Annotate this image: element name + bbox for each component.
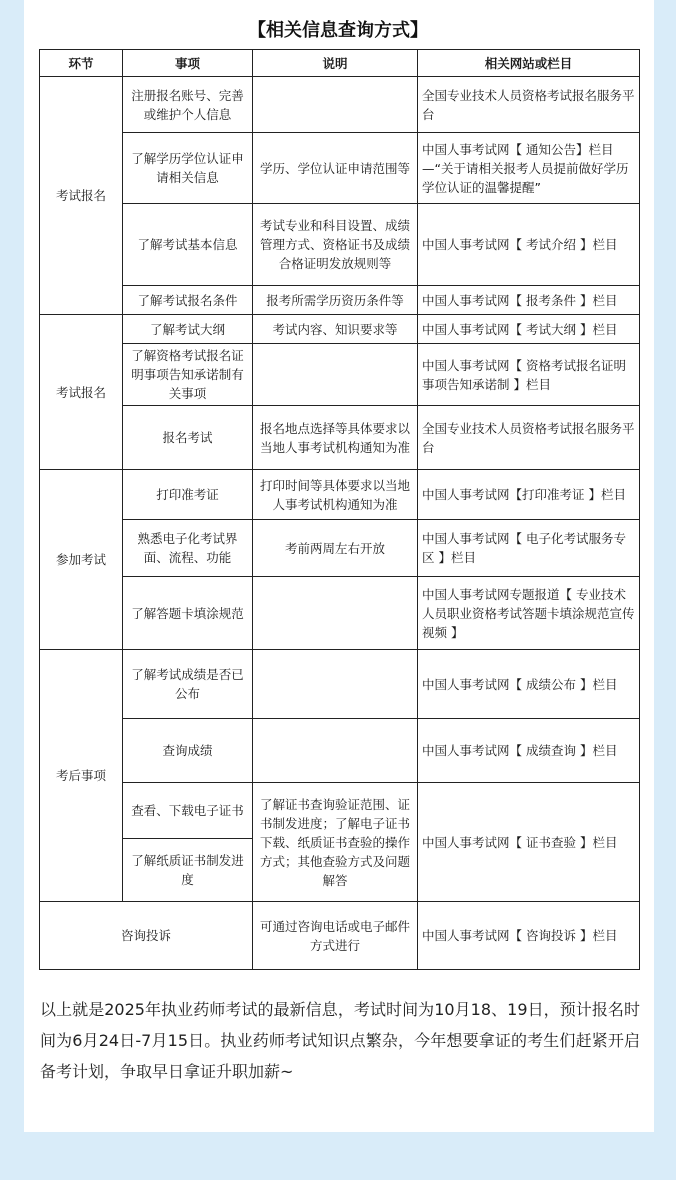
table-row <box>40 344 640 406</box>
table-row <box>40 77 640 133</box>
item-cell: 熟悉电子化考试界面、流程、功能 <box>123 520 253 577</box>
table-row <box>40 577 640 650</box>
section-title: 【相关信息查询方式】 <box>248 20 428 41</box>
site-cell: 中国人事考试网【 资格考试报名证明事项告知承诺制 】栏目 <box>418 344 640 406</box>
item-cell: 查看、下载电子证书 <box>123 783 253 839</box>
table-header-row <box>40 50 640 77</box>
table-row <box>40 204 640 286</box>
table-row <box>40 286 640 315</box>
desc-cell: 学历、学位认证申请范围等 <box>253 133 418 204</box>
item-cell: 了解考试大纲 <box>123 315 253 344</box>
site-cell: 中国人事考试网【 考试介绍 】栏目 <box>418 204 640 286</box>
item-cell: 了解纸质证书制发进度 <box>123 839 253 902</box>
stage-cell: 考后事项 <box>40 650 123 902</box>
item-cell: 了解答题卡填涂规范 <box>123 577 253 650</box>
table-row <box>40 315 640 344</box>
desc-cell: 考试内容、知识要求等 <box>253 315 418 344</box>
table-row <box>40 650 640 719</box>
stage-cell: 咨询投诉 <box>40 902 253 970</box>
table-row <box>40 133 640 204</box>
site-cell: 中国人事考试网【打印准考证 】栏目 <box>418 470 640 520</box>
stage-cell: 参加考试 <box>40 470 123 650</box>
desc-cell: 了解证书查询验证范围、证书制发进度；了解电子证书下载、纸质证书查验的操作方式；其他查验方式及问题解答 <box>253 783 418 902</box>
item-cell: 查询成绩 <box>123 719 253 783</box>
item-cell: 了解学历学位认证申请相关信息 <box>123 133 253 204</box>
item-cell: 打印准考证 <box>123 470 253 520</box>
desc-cell: 考试专业和科目设置、成绩管理方式、资格证书及成绩合格证明发放规则等 <box>253 204 418 286</box>
item-cell: 报名考试 <box>123 406 253 470</box>
table-row <box>40 719 640 783</box>
item-cell: 了解资格考试报名证明事项告知承诺制有关事项 <box>123 344 253 406</box>
table-row <box>40 520 640 577</box>
item-cell: 了解考试报名条件 <box>123 286 253 315</box>
header-stage: 环节 <box>40 50 123 77</box>
desc-cell: 打印时间等具体要求以当地人事考试机构通知为准 <box>253 470 418 520</box>
item-cell: 注册报名账号、完善或维护个人信息 <box>123 77 253 133</box>
desc-cell <box>253 719 418 783</box>
stage-cell: 考试报名 <box>40 77 123 315</box>
item-cell: 了解考试成绩是否已公布 <box>123 650 253 719</box>
site-cell: 中国人事考试网专题报道【 专业技术人员职业资格考试答题卡填涂规范宣传视频 】 <box>418 577 640 650</box>
desc-cell: 报考所需学历资历条件等 <box>253 286 418 315</box>
site-cell: 中国人事考试网【 电子化考试服务专区 】栏目 <box>418 520 640 577</box>
site-cell: 中国人事考试网【 成绩查询 】栏目 <box>418 719 640 783</box>
desc-cell: 报名地点选择等具体要求以当地人事考试机构通知为准 <box>253 406 418 470</box>
table-row <box>40 406 640 470</box>
table-row <box>40 470 640 520</box>
site-cell: 中国人事考试网【 报考条件 】栏目 <box>418 286 640 315</box>
summary-paragraph: 以上就是2025年执业药师考试的最新信息，考试时间为10月18、19日，预计报名时间为6月24日-7月15日。执业药师考试知识点繁杂，今年想要拿证的考生们赶紧开启备考计划，争取早日拿证升职加薪~ <box>40 1000 640 1081</box>
desc-cell: 可通过咨询电话或电子邮件方式进行 <box>253 902 418 970</box>
desc-cell <box>253 577 418 650</box>
site-cell: 中国人事考试网【 成绩公布 】栏目 <box>418 650 640 719</box>
desc-cell <box>253 650 418 719</box>
stage-cell: 考试报名 <box>40 315 123 470</box>
header-desc: 说明 <box>253 50 418 77</box>
site-cell: 全国专业技术人员资格考试报名服务平台 <box>418 406 640 470</box>
header-site: 相关网站或栏目 <box>418 50 640 77</box>
header-item: 事项 <box>123 50 253 77</box>
site-cell: 全国专业技术人员资格考试报名服务平台 <box>418 77 640 133</box>
desc-cell: 考前两周左右开放 <box>253 520 418 577</box>
info-table <box>39 49 640 970</box>
desc-cell <box>253 344 418 406</box>
table-row <box>40 902 640 970</box>
item-cell: 了解考试基本信息 <box>123 204 253 286</box>
site-cell: 中国人事考试网【 通知公告】栏目—“关于请相关报考人员提前做好学历学位认证的温馨提醒” <box>418 133 640 204</box>
site-cell: 中国人事考试网【 证书查验 】栏目 <box>418 783 640 902</box>
site-cell: 中国人事考试网【 咨询投诉 】栏目 <box>418 902 640 970</box>
site-cell: 中国人事考试网【 考试大纲 】栏目 <box>418 315 640 344</box>
table-row <box>40 783 640 839</box>
desc-cell <box>253 77 418 133</box>
